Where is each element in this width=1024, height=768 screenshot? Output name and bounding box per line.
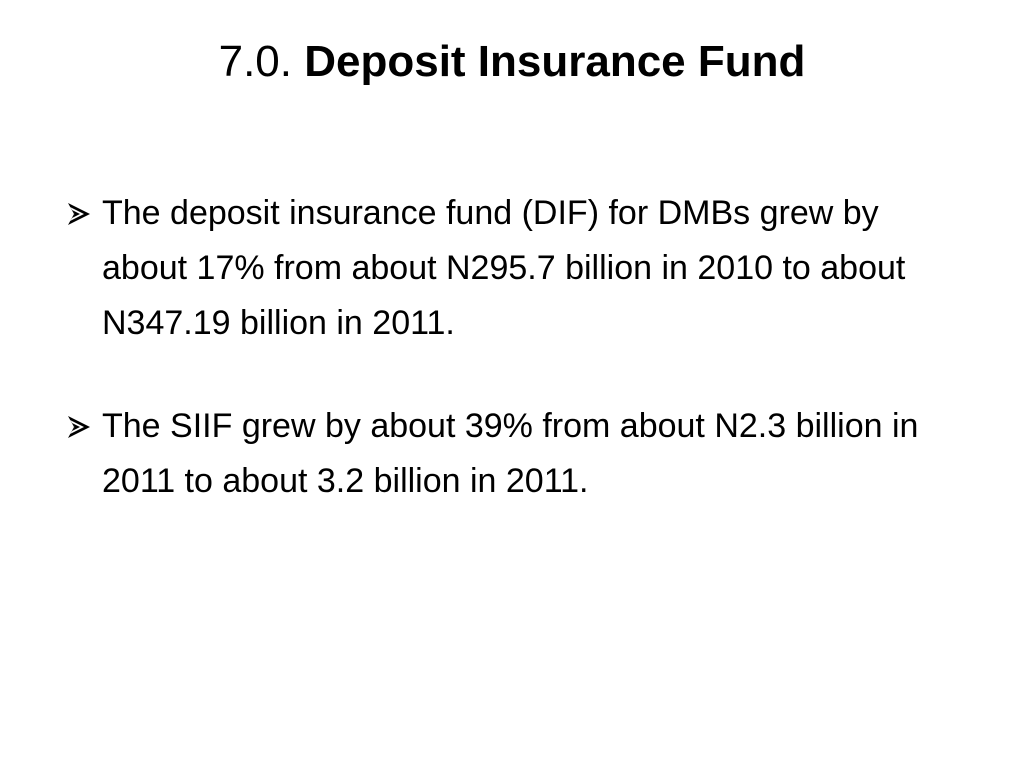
bullet-item — [64, 186, 964, 351]
arrow-bullet-icon — [64, 201, 94, 227]
bullet-text: The SIIF grew by about 39% from about N2.3 billion in 2011 to about 3.2 billion in 2011. — [102, 407, 919, 500]
title-number: 7.0. — [218, 37, 292, 86]
arrow-bullet-icon — [64, 414, 94, 440]
title-text: Deposit Insurance Fund — [304, 37, 806, 86]
slide-title — [0, 30, 1024, 94]
bullet-text: The deposit insurance fund (DIF) for DMBs grew by about 17% from about N295.7 billion in 2010 to about N347.19 billion in 2011. — [102, 194, 906, 342]
bullet-list — [64, 186, 964, 557]
bullet-item — [64, 399, 964, 509]
